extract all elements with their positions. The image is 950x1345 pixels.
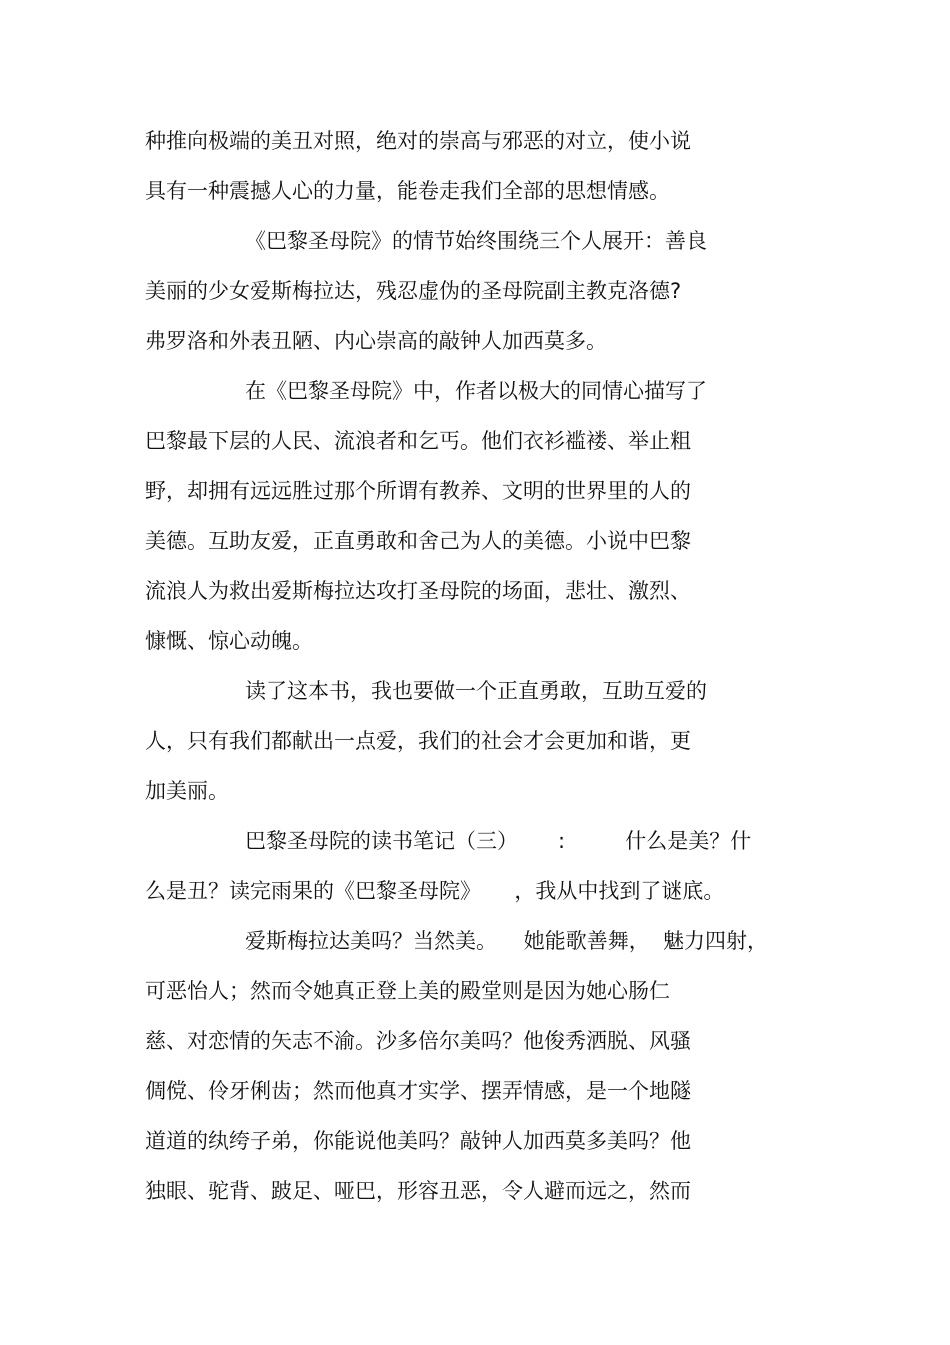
text-line: 慈、对恋情的矢志不渝。沙多倍尔美吗？他俊秀洒脱、风骚 <box>145 1029 691 1053</box>
text-line: 弗罗洛和外表丑陋、内心崇高的敲钟人加西莫多。 <box>145 329 607 353</box>
paragraph-start-line: 爱斯梅拉达美吗？当然美。 她能歌善舞， 魅力四射， <box>245 929 769 953</box>
text-line: 美丽的少女爱斯梅拉达，残忍虚伪的圣母院副主教克洛德? <box>145 279 682 303</box>
text-line: 倜傥、伶牙俐齿；然而他真才实学、摆弄情感，是一个地隧 <box>145 1079 691 1103</box>
text-line: 种推向极端的美丑对照，绝对的崇高与邪恶的对立，使小说 <box>145 129 691 153</box>
text-line: 人，只有我们都献出一点爱，我们的社会才会更加和谐，更 <box>145 729 691 753</box>
text-line: 巴黎最下层的人民、流浪者和乞丐。他们衣衫褴褛、举止粗 <box>145 429 691 453</box>
text-line: 野，却拥有远远胜过那个所谓有教养、文明的世界里的人的 <box>145 479 691 503</box>
paragraph-start-line: 在《巴黎圣母院》中，作者以极大的同情心描写了 <box>245 379 707 403</box>
text-line: 么是丑？读完雨果的《巴黎圣母院》 ，我从中找到了谜底。 <box>145 879 725 903</box>
text-line: 美德。互助友爱，正直勇敢和舍己为人的美德。小说中巴黎 <box>145 529 691 553</box>
text-line: 道道的纨绔子弟，你能说他美吗？敲钟人加西莫多美吗？他 <box>145 1129 691 1153</box>
text-line: 具有一种震撼人心的力量，能卷走我们全部的思想情感。 <box>145 179 670 203</box>
text-line: 加美丽。 <box>145 779 229 803</box>
text-line: 可恶怡人；然而令她真正登上美的殿堂则是因为她心肠仁 <box>145 979 670 1003</box>
paragraph-start-line: 读了这本书，我也要做一个正直勇敢，互助互爱的 <box>245 679 707 703</box>
text-line: 流浪人为救出爱斯梅拉达攻打圣母院的场面，悲壮、激烈、 <box>145 579 691 603</box>
text-line: 独眼、驼背、跛足、哑巴，形容丑恶，令人避而远之，然而 <box>145 1179 691 1203</box>
paragraph-start-line: 《巴黎圣母院》的情节始终围绕三个人展开：善良 <box>245 229 707 253</box>
section-heading-line: 巴黎圣母院的读书笔记（三） : 什么是美？什 <box>245 829 752 853</box>
text-line: 慷慨、惊心动魄。 <box>145 629 313 653</box>
